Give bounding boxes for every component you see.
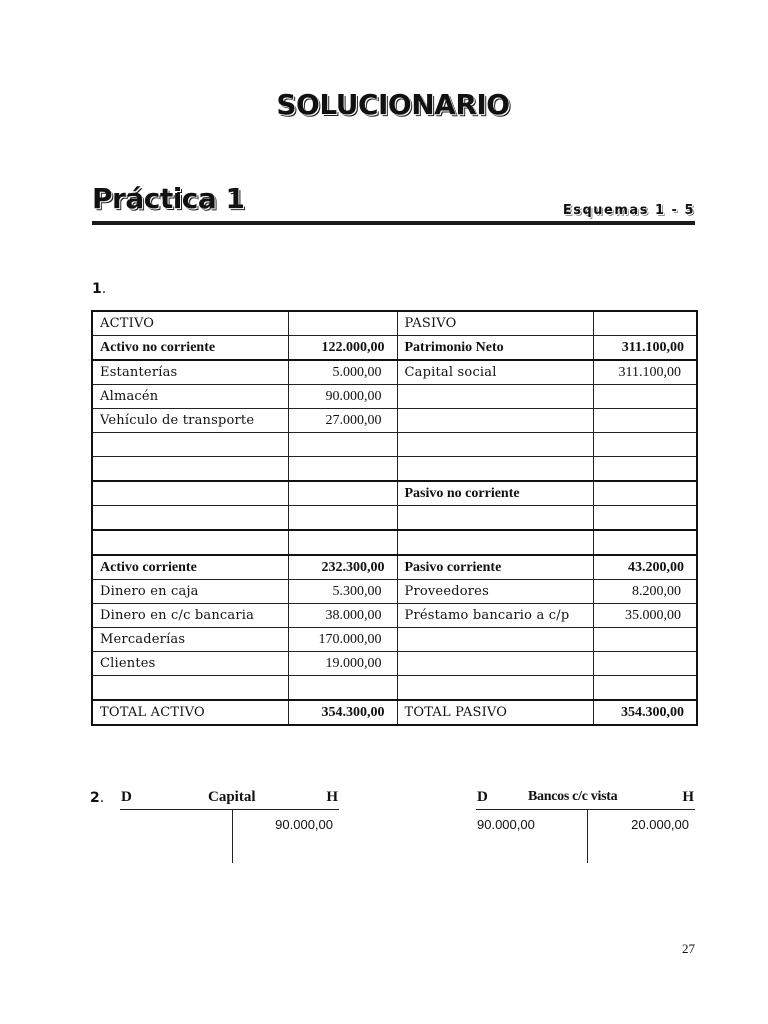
table-cell [397,676,593,701]
table-cell: 232.300,00 [288,555,397,580]
table-cell: Dinero en caja [92,580,288,604]
table-cell [593,506,697,531]
total-activo-label: TOTAL ACTIVO [92,700,288,725]
table-cell: 19.000,00 [288,652,397,676]
t-account-vertical-line [587,809,588,863]
table-row [92,580,697,604]
table-row [92,457,697,482]
schemes-label: Esquemas 1 - 5 [562,203,695,218]
table-cell [92,457,288,482]
table-cell [593,481,697,506]
table-cell: 38.000,00 [288,604,397,628]
table-cell [397,385,593,409]
credit-value: 90.000,00 [275,817,333,832]
table-cell [288,676,397,701]
table-row [92,676,697,701]
table-cell [593,311,697,336]
table-cell [593,676,697,701]
table-cell: 27.000,00 [288,409,397,433]
table-cell [593,409,697,433]
table-cell: 5.000,00 [288,360,397,385]
table-cell [397,433,593,457]
table-cell: 90.000,00 [288,385,397,409]
table-header-row [92,311,697,336]
table-cell: 311.100,00 [593,336,697,361]
section-title: Práctica 1 [92,182,245,215]
table-cell: 35.000,00 [593,604,697,628]
table-cell [593,385,697,409]
table-cell [397,530,593,555]
table-cell [288,433,397,457]
table-cell [288,481,397,506]
table-cell: Estanterías [92,360,288,385]
table-cell: Patrimonio Neto [397,336,593,361]
table-cell: 311.100,00 [593,360,697,385]
table-cell: Pasivo corriente [397,555,593,580]
table-cell [593,628,697,652]
column-header-activo: ACTIVO [92,311,288,336]
exercise-1-number: 1. [92,281,107,297]
table-cell [288,457,397,482]
table-cell [397,628,593,652]
table-cell: Activo no corriente [92,336,288,361]
t-account-bancos [476,789,695,864]
table-cell [288,311,397,336]
total-row [92,700,697,725]
table-cell: 5.300,00 [288,580,397,604]
table-cell [593,652,697,676]
page-number: 27 [682,941,695,956]
table-cell: Activo corriente [92,555,288,580]
table-row [92,433,697,457]
table-row [92,555,697,580]
table-row [92,481,697,506]
table-cell: 43.200,00 [593,555,697,580]
table-cell: Dinero en c/c bancaria [92,604,288,628]
table-row [92,409,697,433]
table-row [92,652,697,676]
table-cell: Capital social [397,360,593,385]
t-account-vertical-line [232,809,233,863]
account-name: Capital [208,789,256,805]
table-cell: 8.200,00 [593,580,697,604]
t-account-capital [120,789,339,864]
table-cell: Vehículo de transporte [92,409,288,433]
debit-value: 90.000,00 [477,817,535,832]
t-account-horizontal-line [476,809,695,810]
credit-label: H [682,789,694,805]
table-cell [397,506,593,531]
table-cell [92,530,288,555]
table-cell: 170.000,00 [288,628,397,652]
credit-value: 20.000,00 [631,817,689,832]
credit-label: H [326,789,338,805]
table-cell [593,433,697,457]
table-row [92,506,697,531]
title-divider [92,221,695,225]
table-row [92,628,697,652]
table-cell: 122.000,00 [288,336,397,361]
total-pasivo-label: TOTAL PASIVO [397,700,593,725]
total-pasivo-value: 354.300,00 [593,700,697,725]
table-cell: Almacén [92,385,288,409]
table-cell [288,506,397,531]
table-row [92,385,697,409]
exercise-2-number: 2. [90,790,105,806]
table-cell: Proveedores [397,580,593,604]
table-cell [92,433,288,457]
t-account-horizontal-line [120,809,339,810]
table-cell [397,409,593,433]
table-cell: Pasivo no corriente [397,481,593,506]
table-cell: Clientes [92,652,288,676]
table-row [92,604,697,628]
table-cell [92,506,288,531]
table-cell [397,457,593,482]
page-title: SOLUCIONARIO [276,88,510,121]
table-cell [593,457,697,482]
table-row [92,530,697,555]
table-cell [92,481,288,506]
table-row [92,336,697,361]
debit-label: D [121,789,132,805]
table-cell: Mercaderías [92,628,288,652]
table-cell [288,530,397,555]
account-name: Bancos c/c vista [528,789,618,804]
table-cell [593,530,697,555]
balance-sheet-table [91,310,698,726]
table-row [92,360,697,385]
table-cell [397,652,593,676]
table-cell [92,676,288,701]
total-activo-value: 354.300,00 [288,700,397,725]
debit-label: D [477,789,488,805]
column-header-pasivo: PASIVO [397,311,593,336]
table-cell: Préstamo bancario a c/p [397,604,593,628]
